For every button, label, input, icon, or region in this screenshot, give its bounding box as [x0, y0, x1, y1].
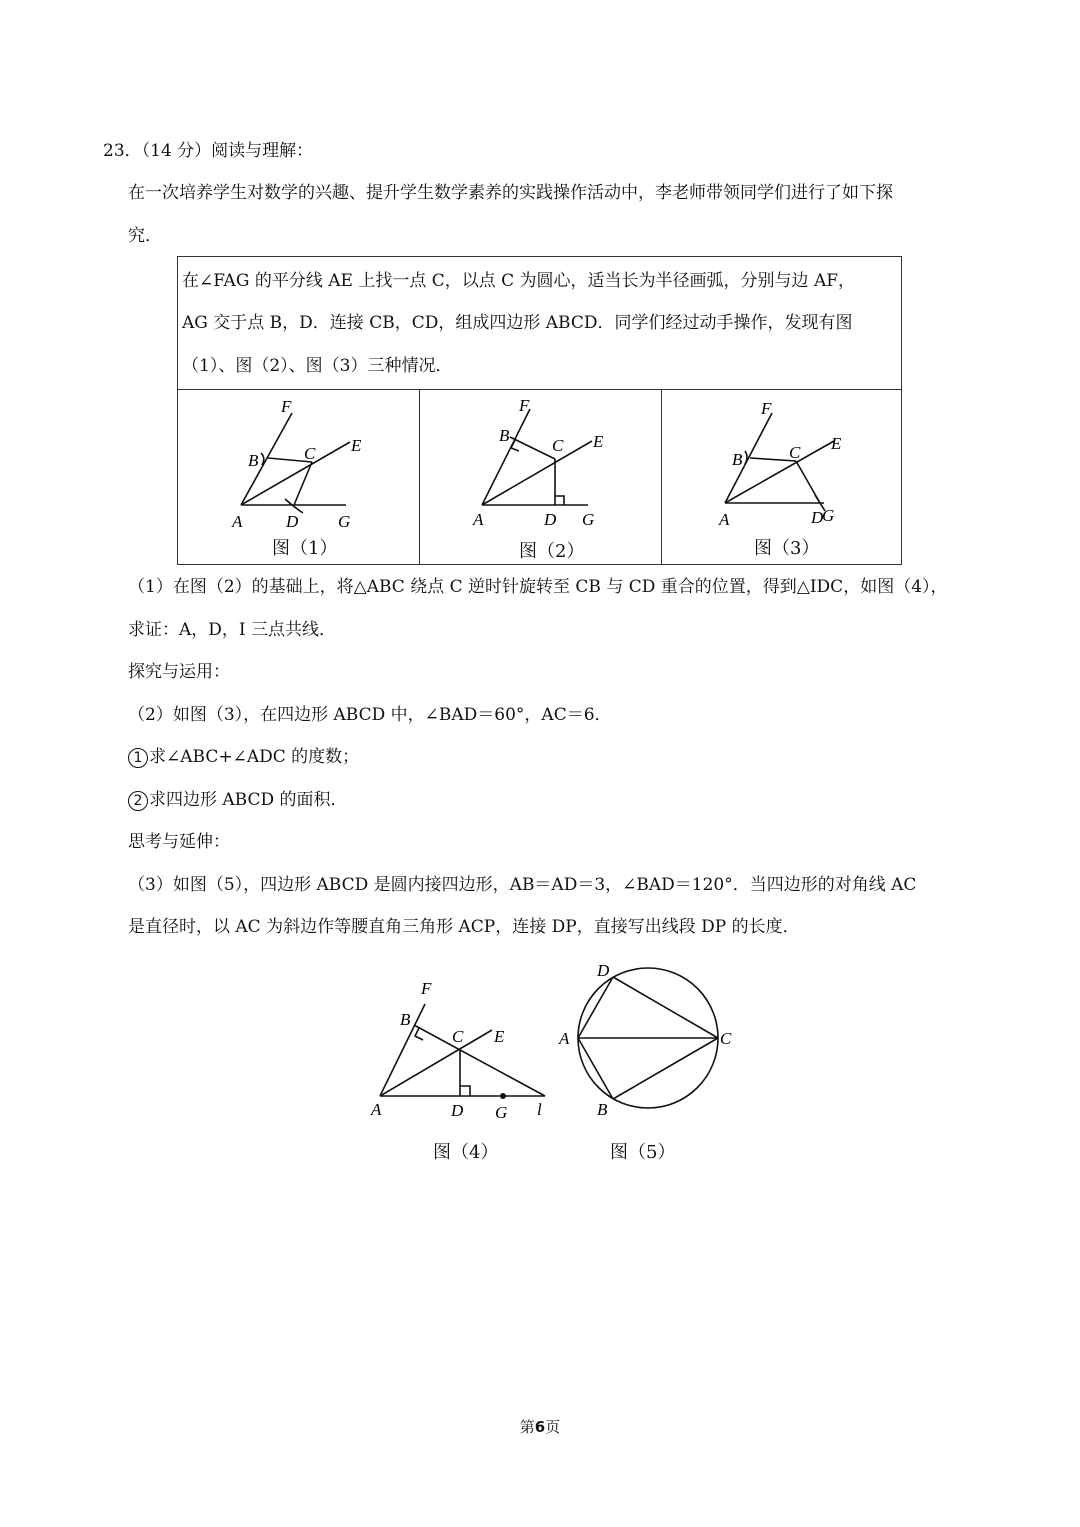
- label-E: E: [494, 1027, 505, 1046]
- part1-line-1: （1）在图（2）的基础上，将△ABC 绕点 C 逆时针旋转至 CB 与 CD 重合的位置，得到△IDC，如图（4），: [128, 577, 948, 597]
- arc-at-B: [745, 451, 747, 464]
- label-G: G: [822, 506, 835, 525]
- segment-AD: [578, 977, 613, 1038]
- segment-BI: [414, 1025, 545, 1096]
- label-l: l: [537, 1100, 542, 1119]
- part3-line-1: （3）如图（5），四边形 ABCD 是圆内接四边形，AB＝AD＝3，∠BAD＝120°．当四边形的对角线 AC: [128, 875, 917, 895]
- caption-figure-4: 图（4）: [433, 1142, 499, 1163]
- label-D: D: [544, 510, 557, 529]
- circled-number-1: 1: [128, 748, 148, 768]
- right-angle-D: [460, 1086, 470, 1096]
- label-B: B: [597, 1100, 608, 1118]
- section-explore-title: 探究与运用：: [128, 662, 230, 682]
- page-footer: 第6页: [519, 1418, 561, 1436]
- caption-figure-3: 图（3）: [754, 538, 820, 559]
- segment-DC: [613, 977, 718, 1038]
- caption-figure-2: 图（2）: [519, 541, 585, 562]
- label-C: C: [304, 444, 316, 463]
- label-G: G: [495, 1103, 508, 1122]
- figure-2: [470, 395, 620, 535]
- label-A: A: [371, 1100, 382, 1119]
- arc-at-B: [261, 453, 264, 465]
- label-C: C: [789, 443, 801, 462]
- label-G: G: [338, 512, 351, 531]
- box-line-2: AG 交于点 B，D．连接 CB，CD，组成四边形 ABCD．同学们经过动手操作，发现有图: [182, 313, 853, 333]
- figure-1: [228, 395, 378, 535]
- label-F: F: [421, 979, 432, 998]
- label-E: E: [831, 434, 842, 453]
- intro-line-2: 究．: [128, 226, 162, 246]
- label-B: B: [248, 451, 259, 470]
- segment-BC: [510, 437, 555, 459]
- caption-figure-5: 图（5）: [610, 1142, 676, 1163]
- label-C: C: [452, 1027, 464, 1046]
- question-header: 23．（14 分）阅读与理解：: [103, 141, 314, 161]
- segment-BC: [613, 1038, 718, 1099]
- label-D: D: [286, 512, 299, 531]
- box-col-divider-1: [419, 389, 420, 564]
- box-line-3: （1）、图（2）、图（3）三种情况．: [182, 356, 453, 376]
- part2-sub2: 2 求四边形 ABCD 的面积．: [128, 788, 348, 812]
- point-G: [500, 1093, 506, 1099]
- label-B: B: [400, 1010, 411, 1029]
- label-D: D: [451, 1101, 464, 1120]
- label-E: E: [593, 432, 604, 451]
- label-F: F: [519, 396, 530, 415]
- label-A: A: [473, 510, 484, 529]
- label-B: B: [499, 426, 510, 445]
- label-C: C: [552, 436, 564, 455]
- label-A: A: [559, 1029, 570, 1048]
- arc-at-D: [285, 499, 303, 513]
- figure-4: [365, 970, 565, 1130]
- box-line-1: 在∠FAG 的平分线 AE 上找一点 C，以点 C 为圆心，适当长为半径画弧，分别与边 AF，: [182, 271, 856, 291]
- right-angle-D: [555, 496, 564, 505]
- box-divider: [178, 389, 901, 390]
- label-F: F: [281, 397, 292, 416]
- page-number: 6: [534, 1418, 546, 1436]
- part2-line-1: （2）如图（3），在四边形 ABCD 中，∠BAD＝60°，AC＝6．: [128, 705, 612, 725]
- label-E: E: [351, 436, 362, 455]
- label-F: F: [761, 399, 772, 418]
- label-A: A: [719, 510, 730, 529]
- figure-5: [553, 958, 743, 1118]
- caption-figure-1: 图（1）: [272, 538, 338, 559]
- intro-line-1: 在一次培养学生对数学的兴趣、提升学生数学素养的实践操作活动中，李老师带领同学们进行了如下探: [128, 183, 893, 203]
- label-A: A: [232, 512, 243, 531]
- label-B: B: [732, 450, 743, 469]
- figure-3: [712, 395, 862, 535]
- box-col-divider-2: [661, 389, 662, 564]
- label-G: G: [582, 510, 595, 529]
- label-D: D: [811, 508, 824, 527]
- part2-sub1: 1 求∠ABC+∠ADC 的度数；: [128, 745, 359, 769]
- section-extend-title: 思考与延伸：: [128, 832, 230, 852]
- circled-number-2: 2: [128, 791, 148, 811]
- label-C: C: [720, 1029, 732, 1048]
- label-D: D: [597, 961, 610, 980]
- part3-line-2: 是直径时，以 AC 为斜边作等腰直角三角形 ACP，连接 DP，直接写出线段 DP 的长度．: [128, 917, 800, 937]
- segment-AB: [578, 1038, 613, 1099]
- part1-line-2: 求证：A，D，I 三点共线．: [128, 620, 337, 640]
